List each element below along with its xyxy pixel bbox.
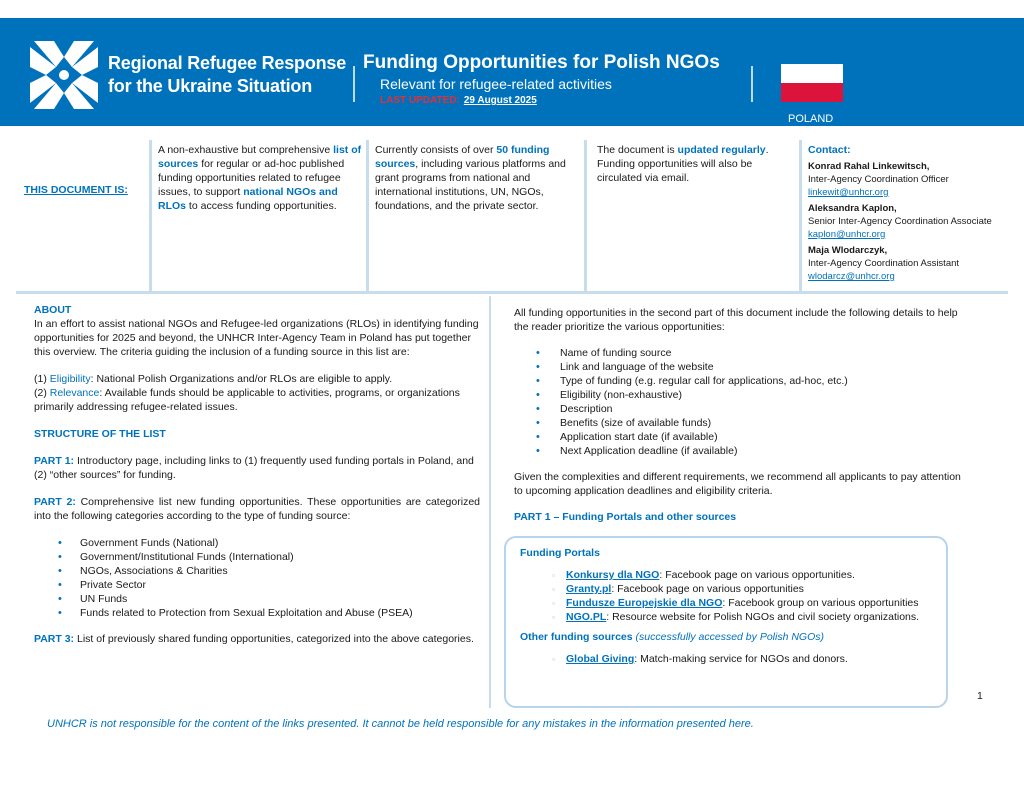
list-item: • Type of funding (e.g. regular call for applications, ad-hoc, etc.): [536, 374, 964, 388]
info-highlight: list of sources: [158, 144, 362, 170]
portal-description: : Facebook group on various opportunities: [722, 597, 919, 609]
criterion-text: : Available funds should be applicable to activities, programs, or organizations primarily addressing refugee-related issues.: [34, 387, 460, 413]
list-item: • Eligibility (non-exhaustive): [536, 388, 964, 402]
info-highlight: national NGOs and RLOs: [158, 186, 338, 212]
contact-email-link[interactable]: kaplon@unhcr.org: [808, 229, 886, 240]
part1-label: PART 1:: [34, 455, 75, 467]
part2-text: Comprehensive list new funding opportunities. These opportunities are categorized into the following categories according to the type of funding source:: [34, 496, 480, 522]
contact-person: [808, 202, 1020, 241]
contact-block: [808, 143, 1020, 283]
info-column-count: [375, 143, 577, 213]
right-column: [514, 306, 964, 536]
info-text: Currently consists of over: [375, 144, 497, 156]
portal-description: : Facebook page on various opportunities.: [659, 569, 855, 581]
details-intro: All funding opportunities in the second part of this document include the following details to help the reader prioritize the various opportunities:: [514, 307, 958, 333]
info-text: , including various platforms and grant programs from national and international institutions, UN, NGOs, foundations, and the private sector.: [375, 158, 566, 212]
recommendation-text: Given the complexities and different requirements, we recommend all applicants to pay attention to upcoming application deadlines and eligibility criteria.: [514, 471, 961, 497]
column-divider: [149, 140, 152, 292]
list-item: • Private Sector: [58, 578, 480, 592]
list-item: • Benefits (size of available funds): [536, 416, 964, 430]
part1-description: [34, 454, 480, 482]
column-divider: [366, 140, 369, 292]
list-item: • Name of funding source: [536, 346, 964, 360]
org-title-line1: Regional Refugee Response: [108, 53, 347, 73]
country-label: POLAND: [788, 113, 834, 125]
list-item: • Link and language of the website: [536, 360, 964, 374]
column-divider: [584, 140, 587, 292]
about-text: In an effort to assist national NGOs and Refugee-led organizations (RLOs) in identifying funding opportunities for 2025 and beyond, the UNHCR Inter-Agency Team in Poland has put together this overview. The criteria guiding the inclusion of a funding source in this list are:: [34, 318, 479, 358]
unhcr-logo-icon: [26, 37, 102, 113]
left-column: [34, 303, 480, 659]
part3-label: PART 3:: [34, 633, 75, 645]
page-title: Funding Opportunities for Polish NGOs: [363, 52, 720, 73]
portal-link[interactable]: Konkursy dla NGO: [566, 569, 660, 581]
contact-role: Inter-Agency Coordination Officer: [808, 174, 949, 185]
page-subtitle: Relevant for refugee-related activities: [380, 76, 612, 92]
list-item: [552, 582, 932, 596]
info-column-sources: [158, 143, 363, 213]
contact-role: Senior Inter-Agency Coordination Associate: [808, 216, 992, 227]
info-highlight: updated regularly: [677, 144, 766, 156]
other-sources-note: (successfully accessed by Polish NGOs): [635, 631, 824, 643]
last-updated-label: LAST UPDATED:: [380, 95, 460, 106]
contact-name: Aleksandra Kaplon,: [808, 203, 897, 214]
funding-portals-box: [504, 536, 948, 708]
funding-portals-heading: Funding Portals: [520, 547, 600, 559]
other-sources-title: Other funding sources: [520, 631, 633, 643]
contact-person: [808, 244, 1020, 283]
header-divider: [751, 66, 753, 102]
last-updated-date: 29 August 2025: [463, 95, 537, 106]
info-text: A non-exhaustive but comprehensive: [158, 144, 334, 156]
org-title: [108, 52, 346, 98]
header-divider: [353, 66, 355, 102]
criterion-number: (1): [34, 373, 50, 385]
portal-description: : Facebook page on various opportunities: [611, 583, 804, 595]
contact-title: Contact:: [808, 144, 851, 156]
list-item: • Description: [536, 402, 964, 416]
info-text: The document is: [597, 144, 678, 156]
part2-label: PART 2:: [34, 496, 76, 508]
contact-name: Konrad Rahal Linkewitsch,: [808, 161, 930, 172]
portal-link[interactable]: NGO.PL: [566, 611, 607, 623]
contact-email-link[interactable]: linkewit@unhcr.org: [808, 187, 889, 198]
list-item: [552, 652, 932, 666]
poland-flag-icon: [781, 64, 843, 102]
document-info-row: [0, 140, 1024, 292]
info-text: to access funding opportunities.: [186, 200, 337, 212]
part1-text: Introductory page, including links to (1) frequently used funding portals in Poland, and (2) “other sources” for funding.: [34, 455, 474, 481]
criterion-eligibility: Eligibility: [49, 373, 91, 385]
list-item: • Government/Institutional Funds (International): [58, 550, 480, 564]
list-item: [552, 568, 932, 582]
portal-description: : Match-making service for NGOs and donors.: [634, 653, 848, 665]
flag-white-stripe: [781, 64, 843, 83]
criterion-relevance: Relevance: [49, 387, 100, 399]
org-title-line2: for the Ukraine Situation: [108, 76, 313, 96]
category-list: [58, 536, 480, 620]
list-item: • Government Funds (National): [58, 536, 480, 550]
portal-link[interactable]: Fundusze Europejskie dla NGO: [566, 597, 723, 609]
structure-heading: STRUCTURE OF THE LIST: [34, 428, 166, 440]
portal-link[interactable]: Granty.pl: [566, 583, 612, 595]
section-divider: [16, 291, 1008, 294]
details-list: [536, 346, 964, 458]
flag-red-stripe: [781, 83, 843, 102]
funding-portals-list: [552, 568, 932, 624]
this-document-label: THIS DOCUMENT IS:: [24, 184, 128, 196]
portal-link[interactable]: Global Giving: [566, 653, 635, 665]
column-divider: [489, 296, 491, 708]
info-column-updates: [597, 143, 787, 185]
about-heading: ABOUT: [34, 304, 72, 316]
part2-description: [34, 495, 480, 523]
other-sources-heading: [520, 630, 932, 644]
part3-text: List of previously shared funding opportunities, categorized into the above categories.: [74, 633, 474, 645]
info-text: for regular or ad-hoc published funding opportunities related to refugee issues, to support: [158, 158, 345, 198]
column-divider: [799, 140, 802, 292]
portal-description: : Resource website for Polish NGOs and civil society organizations.: [606, 611, 920, 623]
contact-name: Maja Wlodarczyk,: [808, 245, 888, 256]
criterion-text: : National Polish Organizations and/or RLOs are eligible to apply.: [90, 373, 393, 385]
contact-role: Inter-Agency Coordination Assistant: [808, 258, 960, 269]
disclaimer-footer: UNHCR is not responsible for the content of the links presented. It cannot be held responsible for any mistakes in the information presented here.: [47, 718, 754, 730]
contact-email-link[interactable]: wlodarcz@unhcr.org: [808, 271, 895, 282]
contact-person: [808, 160, 1020, 199]
list-item: • Next Application deadline (if available): [536, 444, 964, 458]
list-item: • UN Funds: [58, 592, 480, 606]
criterion-number: (2): [34, 387, 50, 399]
list-item: • Funds related to Protection from Sexual Exploitation and Abuse (PSEA): [58, 606, 480, 620]
page-number: 1: [977, 690, 983, 702]
list-item: [552, 596, 932, 610]
part1-title: PART 1 – Funding Portals and other sources: [514, 511, 737, 523]
other-sources-list: [552, 652, 932, 666]
last-updated: [380, 95, 537, 106]
part3-description: [34, 632, 480, 646]
list-item: • Application start date (if available): [536, 430, 964, 444]
info-text: . Funding opportunities will also be circulated via email.: [597, 144, 769, 184]
list-item: • NGOs, Associations & Charities: [58, 564, 480, 578]
header-banner: [0, 18, 1024, 126]
criteria: [34, 372, 480, 414]
list-item: [552, 610, 932, 624]
info-highlight: 50 funding sources: [375, 144, 550, 170]
